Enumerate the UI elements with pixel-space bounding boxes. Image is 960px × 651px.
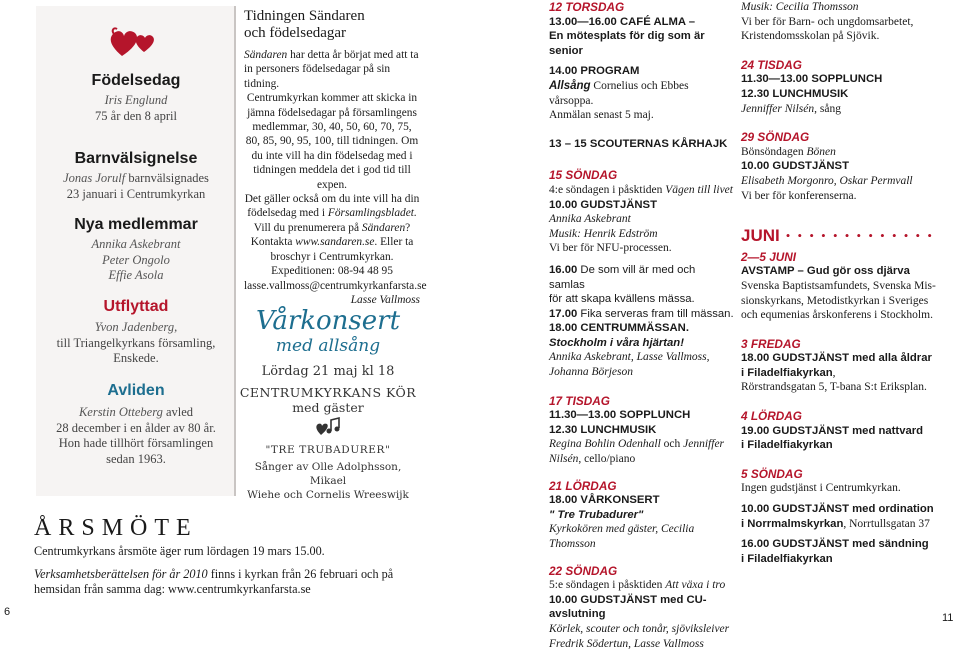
calendar-event-text: Jenniffer xyxy=(683,438,725,451)
music-hearts-icon xyxy=(238,417,418,444)
deceased-section xyxy=(36,382,236,467)
concert-ad xyxy=(238,306,418,502)
article-text: Sändaren xyxy=(244,49,288,61)
birthday-text: 75 år den 8 april xyxy=(95,108,177,123)
article-paragraph xyxy=(244,221,420,264)
moved-section xyxy=(36,298,236,367)
calendar-event-time: avslutning xyxy=(549,608,606,621)
birthday-name: Iris Englund xyxy=(104,93,168,107)
birthday-heading: Födelsedag xyxy=(91,72,181,89)
calendar-event-text: Vi ber för konferenserna. xyxy=(741,189,857,202)
concert-singers: Sånger av Olle Adolphsson, Mikael xyxy=(254,461,402,487)
calendar-event-text: Annika Askebrant xyxy=(549,213,631,226)
calendar-event-time: 19.00 GUDSTJÄNST med nattvard xyxy=(741,424,924,437)
article-text: Församlingsbladet. xyxy=(327,207,417,220)
calendar-day: 29 SÖNDAG xyxy=(741,130,810,145)
calendar-day: 3 FREDAG xyxy=(741,336,801,351)
calendar-day: 4 LÖRDAG xyxy=(741,409,802,424)
calendar-event-text: , xyxy=(832,366,836,379)
blessing-heading: Barnvälsignelse xyxy=(74,150,198,167)
deceased-heading: Avliden xyxy=(107,382,165,399)
calendar-event-text: och xyxy=(660,438,684,451)
deceased-text: Hon hade tillhört församlingen xyxy=(58,436,214,450)
article-text: . Eller ta broschyr i Centrumkyrkan. xyxy=(270,236,414,263)
calendar-event-time: i Filadelfiakyrkan xyxy=(741,552,833,565)
calendar-event-text: Elisabeth Morgonro, Oskar Permvall xyxy=(741,174,913,187)
calendar-event-text: Att växa i tro xyxy=(665,579,726,592)
article-paragraph: Centrumkyrkan kommer att skicka in jämna födelsedagar på församlingens medlemmar, 30, 40, 50, 60, 70, 75, 80, 85, 90, 95, 100, till tidningen. Om du inte vill ha din födelsedag med i tidningen meddela det i god tid till expen. xyxy=(245,92,419,191)
concert-guests: med gäster xyxy=(292,400,364,415)
calendar-day: 22 SÖNDAG xyxy=(549,563,618,578)
concert-title: Vårkonsert xyxy=(255,306,401,336)
hearts-logo-icon xyxy=(108,26,160,65)
article-heading: och födelsedagar xyxy=(244,25,347,41)
annual-meeting-text: Centrumkyrkans årsmöte äger rum lördagen 19 mars 15.00. xyxy=(34,544,325,558)
blessing-section xyxy=(36,150,236,202)
calendar-event-time: i Norrmalmskyrkan xyxy=(741,517,844,530)
calendar-event-text: Körlek, scouter och tonår, sjöviksleiver xyxy=(549,622,730,635)
calendar-event-text: Rörstrandsgatan 5, T-bana S:t Eriksplan. xyxy=(741,381,927,394)
concert-singers: Wiehe och Cornelis Wreeswijk xyxy=(247,489,409,501)
calendar-event-time: 16.00 xyxy=(549,263,578,276)
calendar-event-time: 13.00—16.00 CAFÉ ALMA – xyxy=(549,15,696,28)
page-number-left: 6 xyxy=(4,606,11,618)
annual-meeting-section xyxy=(34,514,424,597)
annual-meeting-text: finns i kyrkan från 26 februari och på xyxy=(207,567,394,581)
calendar-day: 12 TORSDAG xyxy=(549,0,625,14)
calendar-event-time: 16.00 GUDSTJÄNST med sändning xyxy=(741,538,929,551)
article-paragraph xyxy=(244,48,420,91)
article-text: har detta år börjat med att ta in personers födelsedagar på sin tidning. xyxy=(244,49,419,90)
calendar-event-text: Johanna Börjeson xyxy=(549,366,634,379)
calendar-event-text: Fika serveras fram till mässan. xyxy=(577,307,734,320)
annual-meeting-heading: ÅRSMÖTE xyxy=(34,515,198,541)
deceased-name: Kerstin Otteberg xyxy=(78,405,163,419)
calendar-event-text: , cello/piano xyxy=(578,453,636,466)
new-member-name: Peter Ongolo xyxy=(102,252,170,267)
calendar-event-text: Allsång xyxy=(549,79,591,92)
calendar-event-text: Svenska Baptistsamfundets, Svenska Mis- xyxy=(741,279,936,292)
article-email[interactable]: lasse.vallmoss@centrumkyrkanfarsta.se xyxy=(244,279,427,292)
calendar-day: 5 SÖNDAG xyxy=(741,466,803,481)
calendar-event-desc: En mötesplats för dig som är senior xyxy=(549,30,705,57)
calendar-event-time: i Filadelfiakyrkan xyxy=(741,439,833,452)
moved-text: Enskede. xyxy=(113,351,159,365)
calendar-event-text: Stockholm i våra hjärtan! xyxy=(549,336,684,349)
deceased-text: 28 december i en ålder av 80 år. xyxy=(56,420,216,435)
calendar-event-text: och equmenias årskonferens i Stockholm. xyxy=(741,309,933,322)
calendar-event-text: Ingen gudstjänst i Centrumkyrkan. xyxy=(741,482,901,495)
calendar-event-time: 10.00 GUDSTJÄNST xyxy=(549,198,657,211)
calendar-event-text: De som vill är med och samlas xyxy=(549,263,696,291)
calendar-event-time: 10.00 GUDSTJÄNST med CU- xyxy=(549,593,707,606)
calendar-event-text: Regina Bohlin Odenhall xyxy=(549,438,661,451)
calendar-day: 2—5 JUNI xyxy=(741,249,797,264)
concert-date: Lördag 21 maj kl 18 xyxy=(261,364,395,379)
calendar-event-text: Cornelius och Ebbes vårsoppa. xyxy=(549,79,689,107)
concert-choir: CENTRUMKYRKANS KÖR xyxy=(239,385,417,400)
calendar-day: 24 TISDAG xyxy=(741,57,802,72)
calendar-event-text: för att skapa kvällens mässa. xyxy=(549,293,695,306)
calendar-day: 21 LÖRDAG xyxy=(549,478,617,493)
article-text: Sändaren xyxy=(361,221,406,234)
moved-heading: Utflyttad xyxy=(103,298,169,315)
article-text: Vill du prenumerera på xyxy=(253,221,362,234)
article-paragraph: Expeditionen: 08-94 48 95 xyxy=(271,265,393,278)
new-members-section xyxy=(36,216,236,284)
calendar-event-text: , Norrtullsgatan 37 xyxy=(843,517,930,530)
june-heading: JUNI xyxy=(741,226,780,246)
blessing-name: Jonas Jorulf xyxy=(63,171,126,185)
blessing-date: 23 januari i Centrumkyrkan xyxy=(66,186,206,201)
new-members-heading: Nya medlemmar xyxy=(74,216,198,233)
concert-group: "TRE TRUBADURER" xyxy=(265,444,391,456)
announcements-panel xyxy=(36,6,236,496)
calendar-event-time: 13 – 15 SCOUTERNAS KÅRHAJK xyxy=(549,137,728,150)
calendar-event-text: Anmälan senast 5 maj. xyxy=(549,109,654,122)
new-member-name: Annika Askebrant xyxy=(91,237,181,251)
calendar-event-time: 12.30 LUNCHMUSIK xyxy=(549,423,657,436)
calendar-event-time: 11.30—13.00 SOPPLUNCH xyxy=(549,409,691,422)
calendar-column-june xyxy=(741,0,956,566)
calendar-event-time: 18.00 VÅRKONSERT xyxy=(549,494,660,507)
page-number-right: 11 xyxy=(942,612,954,624)
calendar-event-time: 18.00 CENTRUMMÄSSAN. xyxy=(549,322,689,335)
calendar-event-text: 4:e söndagen i påsktiden xyxy=(549,183,666,196)
calendar-event-text: Bönsöndagen xyxy=(741,145,807,158)
calendar-event-text: Vi ber för Barn- och ungdomsarbetet, xyxy=(741,15,914,28)
annual-meeting-report: Verksamhetsberättelsen för år 2010 xyxy=(34,567,208,581)
calendar-event-time: 10.00 GUDSTJÄNST xyxy=(741,160,849,173)
article-paragraph xyxy=(244,192,420,221)
article-link[interactable]: www.sandaren.se xyxy=(295,236,375,249)
article-signature: Lasse Vallmoss xyxy=(350,293,420,306)
calendar-event-time: 18.00 GUDSTJÄNST med alla åldrar xyxy=(741,352,932,365)
calendar-event-time: AVSTAMP – Gud gör oss djärva xyxy=(741,265,910,278)
calendar-event-text: , sång xyxy=(814,102,841,115)
calendar-event-text: Jenniffer Nilsén xyxy=(741,102,815,115)
calendar-day: 17 TISDAG xyxy=(549,393,610,408)
calendar-event-time: i Filadelfiakyrkan xyxy=(741,366,833,379)
calendar-column-may xyxy=(549,0,734,651)
calendar-event-text: 5:e söndagen i påsktiden xyxy=(549,579,666,592)
calendar-event-text: Fredrik Södertun, Lasse Vallmoss xyxy=(549,637,704,650)
article-heading: Tidningen Sändaren xyxy=(244,8,365,24)
calendar-event-time: 10.00 GUDSTJÄNST med ordination xyxy=(741,503,934,516)
birthday-section xyxy=(36,72,236,124)
annual-meeting-text xyxy=(34,567,424,582)
blessing-text: barnvälsignades xyxy=(125,171,209,185)
moved-name: Yvon Jadenberg, xyxy=(94,320,178,334)
new-member-name: Effie Asola xyxy=(108,268,164,282)
calendar-event-time: 12.30 LUNCHMUSIK xyxy=(741,87,849,100)
article-text: Det gäller också om du inte vill ha din födelsedag med i xyxy=(244,193,420,220)
calendar-event-text: " Tre Trubadurer" xyxy=(549,508,644,521)
calendar-event-text: Vi ber för NFU-processen. xyxy=(549,242,672,255)
june-dots: • • • • • • • • • • • • • xyxy=(785,228,934,244)
calendar-event-text: Vägen till livet xyxy=(665,183,733,196)
calendar-event-text: Nilsén xyxy=(549,453,579,466)
calendar-event-text: Kyrkokören med gäster, Cecilia Thomsson xyxy=(549,523,695,550)
calendar-day: 15 SÖNDAG xyxy=(549,168,618,183)
calendar-event-time: 14.00 PROGRAM xyxy=(549,65,640,78)
calendar-event-text: Kristendomsskolan på Sjövik. xyxy=(741,30,880,43)
annual-meeting-text: hemsidan från samma dag: www.centrumkyrkanfarsta.se xyxy=(34,582,311,596)
deceased-text: avled xyxy=(162,405,194,419)
calendar-event-text: sionskyrkans, Metodistkyrkan i Sveriges xyxy=(741,294,929,307)
deceased-text: sedan 1963. xyxy=(106,451,166,466)
calendar-event-text: Annika Askebrant, Lasse Vallmoss, xyxy=(549,351,710,364)
newspaper-article xyxy=(244,8,427,307)
calendar-event-text: Musik: Cecilia Thomsson xyxy=(741,1,859,13)
calendar-event-time: 11.30—13.00 SOPPLUNCH xyxy=(741,73,883,86)
calendar-event-text: Bönen xyxy=(806,145,836,158)
calendar-event-text: Musik: Henrik Edström xyxy=(549,227,658,240)
calendar-event-time: 17.00 xyxy=(549,307,578,320)
article-text: ? Kontakta xyxy=(250,221,411,249)
moved-text: till Triangelkyrkans församling, xyxy=(56,335,216,350)
concert-subtitle: med allsång xyxy=(275,336,381,356)
